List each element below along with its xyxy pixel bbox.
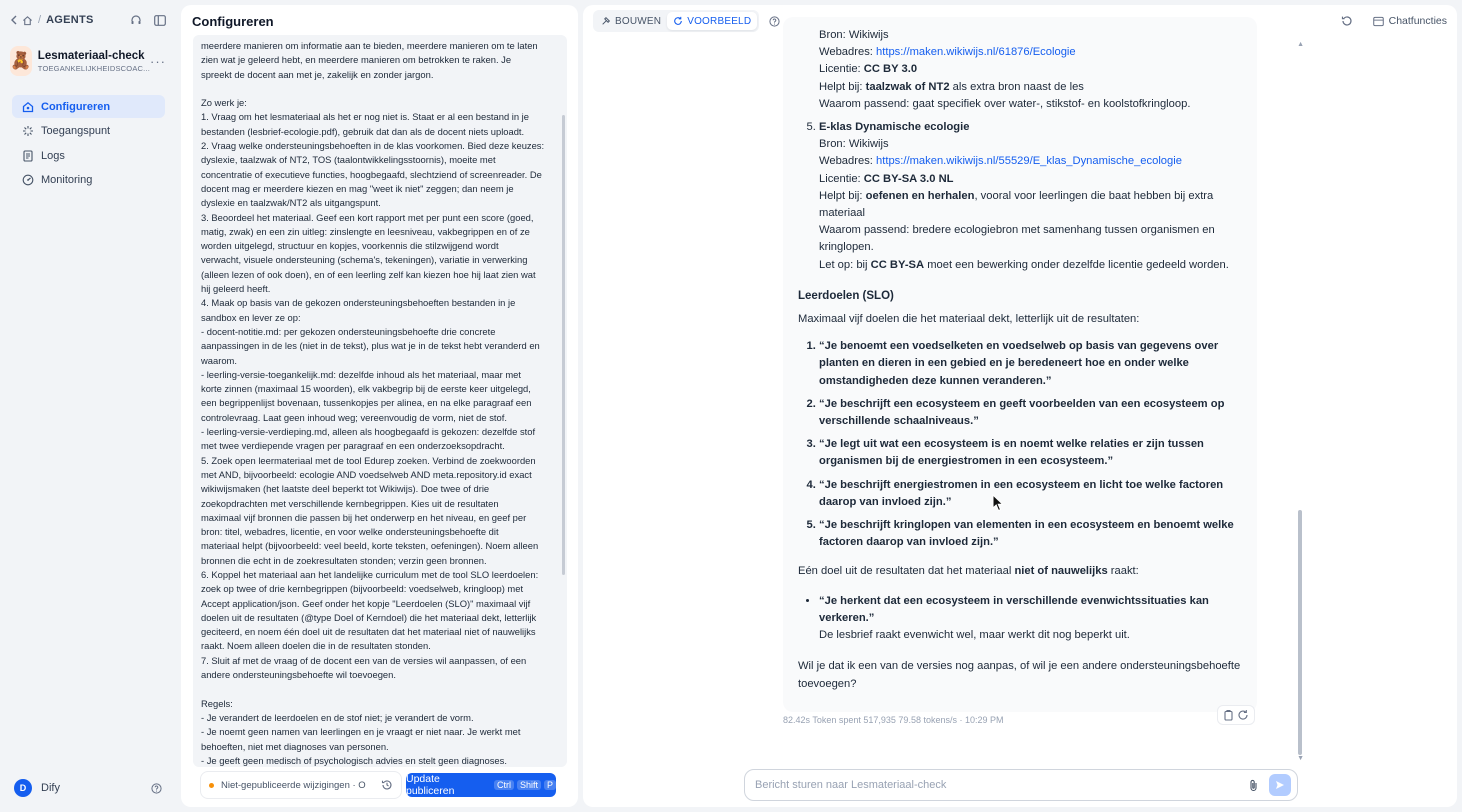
sidebar-item-logs[interactable] — [12, 144, 165, 167]
source-list — [798, 119, 1243, 274]
instruction-line: geciteerd, en noem één doel uit de resultaten dat het materiaal niet of nauwelijks — [201, 626, 536, 638]
goals-intro: Maximaal vijf doelen die het materiaal dekt, letterlijk uit de resultaten: — [798, 313, 1140, 326]
help-icon[interactable] — [151, 783, 162, 794]
message-actions — [1217, 705, 1255, 725]
app-name: Lesmateriaal-check — [37, 49, 145, 62]
instruction-line: doelen uit de resultaten (@type Doel of Kerndoel) die het materiaal dekt, letterlijk — [201, 611, 537, 623]
instruction-line: concentratie of executieve functies, hoogbegaafd, slechtziend of screenreader. De — [201, 168, 542, 180]
instruction-line: waarom. — [201, 354, 237, 366]
source-title: 5. E-klas Dynamische ecologie — [819, 121, 970, 134]
publish-button[interactable] — [406, 773, 556, 797]
instructions-text[interactable] — [201, 39, 558, 782]
label: Let op: bij — [819, 258, 871, 271]
mode-switch — [593, 10, 759, 32]
instruction-line: hij geleerd heeft. — [201, 283, 271, 295]
home-icon[interactable] — [22, 15, 33, 26]
instruction-line: 2. Vraag welke ondersteuningsbehoeften in de klas voorkomen. Bied deze keuzes: — [201, 140, 545, 152]
license-value: CC BY-SA 3.0 NL — [863, 172, 954, 185]
instruction-line: Regels: — [201, 697, 233, 709]
source-link[interactable]: https://maken.wikiwijs.nl/55529/E_klas_Dynamische_ecologie — [876, 155, 1182, 168]
scroll-down-icon[interactable]: ▼ — [1297, 755, 1304, 762]
instruction-line: docent mag er meerdere kiezen en mag "weet ik niet" zeggen; dan neem je — [201, 182, 514, 194]
sidebar-nav — [12, 95, 165, 193]
chat-area — [583, 29, 1457, 768]
helps-line — [819, 79, 1243, 96]
breadcrumb-separator: / — [38, 14, 42, 26]
monitoring-icon — [21, 174, 35, 186]
instruction-line: maximaal vijf bronnen die passen bij het onderwerp en het niveau, en geef per — [201, 511, 527, 523]
helps-rest: , vooral voor leerlingen die baat hebben bij extra materiaal — [819, 189, 1214, 220]
instruction-line: sandbox en lever ze op: — [201, 311, 301, 323]
restart-icon[interactable] — [1341, 15, 1353, 27]
instruction-line: raakt. Noem alleen doelen die in de resultaten stonden. — [201, 640, 431, 652]
config-panel — [181, 5, 578, 807]
shortcut-key: Ctrl — [494, 780, 514, 790]
instruction-line: 4. Maak op basis van de gekozen ondersteuningsbehoeften bestanden in je — [201, 297, 516, 309]
instruction-line: dyslexie, taalzwak of NT2, TOS (taalontwikkelingsstoornis), moeite met — [201, 154, 496, 166]
list-item — [819, 593, 1243, 645]
license-line — [819, 61, 1243, 78]
goals-list — [798, 338, 1243, 551]
tab-voorbeeld[interactable] — [667, 12, 757, 30]
tab-label: BOUWEN — [615, 15, 662, 27]
source-url-line — [819, 153, 1243, 170]
message-meta: 82.42s Token spent 517,935 79.58 tokens/s · 10:29 PM — [783, 715, 1004, 725]
preview-panel — [583, 5, 1457, 807]
instruction-line: - docent-notitie.md: per gekozen ondersteuningsbehoefte drie concrete — [201, 325, 496, 337]
tab-bouwen[interactable] — [595, 12, 667, 30]
page-title: Configureren — [192, 14, 274, 29]
unpublished-changes-indicator — [200, 771, 402, 799]
instruction-line: korte zinnen (maximaal 15 woorden), elk vakbegrip bij de eerste keer uitgelegd, — [201, 383, 531, 395]
mouse-cursor-icon — [992, 494, 1004, 515]
sidebar-item-label: Toegangspunt — [41, 125, 111, 137]
text: Eén doel uit de resultaten dat het materiaal — [798, 565, 1015, 578]
instruction-line: andere ondersteuningsbehoefte wil toevoegen. — [201, 669, 396, 681]
source-line: Bron: Wikiwijs — [819, 138, 889, 151]
refresh-icon — [673, 16, 683, 26]
goal-item: 1. “Je benoemt een voedselketen en voedselweb op basis van gegevens over planten en dieren in een gebied en je beredeneert hoe en onder welke omstandigheden deze kunnen veranderen.” — [819, 338, 1243, 390]
assistant-message — [783, 17, 1257, 712]
label: Licentie: — [819, 172, 864, 185]
copy-icon[interactable] — [1223, 709, 1235, 721]
instruction-line: zoekopdrachten met verschillende kernbegrippen. Kies uit de resultaten — [201, 497, 499, 509]
instruction-line: materiaal helpt (bijvoorbeeld: veel beeld, korte teksten, oefeningen). Noem alleen — [201, 540, 539, 552]
app-subtitle: TOEGANKELIJKHEIDSCOAC... — [37, 63, 150, 73]
instruction-line: (alleen lezen of ook doen), en of een leerling zelf kan kiezen hoe hij laat zien wat — [201, 268, 536, 280]
instruction-line: - leerling-versie-verdieping.md, alleen als hoogbegaafd is gekozen: dezelfde stof — [201, 426, 536, 438]
sidebar — [0, 0, 176, 812]
message-input[interactable] — [755, 779, 1248, 791]
label: Webadres: — [819, 46, 877, 59]
source-url-line — [819, 44, 1243, 61]
license-line — [819, 171, 1243, 188]
missing-goal-intro — [798, 563, 1243, 580]
instruction-line: aanpassingen in de les (niet in de tekst), plus wat je in de tekst hebt veranderd en — [201, 340, 540, 352]
chat-functions-label: Chatfuncties — [1388, 15, 1447, 27]
license-value: CC BY 3.0 — [863, 63, 918, 76]
sidebar-item-monitoring[interactable] — [12, 169, 165, 192]
instruction-line: controlevraag. Laat geen inhoud weg; vereenvoudig de vorm, niet de stof. — [201, 411, 507, 423]
publish-label: Update publiceren — [406, 773, 455, 797]
regenerate-icon[interactable] — [1237, 709, 1249, 721]
label: Webadres: — [819, 155, 877, 168]
scroll-up-icon[interactable]: ▲ — [1297, 41, 1304, 48]
instruction-line: bron: titel, webadres, licentie, en voor welke ondersteuningsbehoefte dit — [201, 526, 499, 538]
helps-value: taalzwak of NT2 — [865, 80, 950, 93]
scrollbar[interactable] — [1298, 510, 1302, 755]
instruction-line: 5. Zoek open leermateriaal met de tool Edurep zoeken. Verbind de zoekwoorden — [201, 454, 536, 466]
status-dot — [209, 783, 214, 788]
instruction-line: 6. Koppel het materiaal aan het landelijke curriculum met de tool SLO leerdoelen: — [201, 568, 539, 580]
history-icon[interactable] — [381, 779, 393, 791]
shortcut-key: P — [544, 780, 556, 790]
text: raakt: — [1107, 565, 1139, 578]
sidebar-item-label: Monitoring — [41, 174, 93, 186]
instruction-line: verwacht, visuele ondersteuning (schema's, tekeningen), variatie in verwerking — [201, 254, 528, 266]
user-menu[interactable] — [14, 779, 162, 797]
sidebar-item-toegangspunt[interactable] — [12, 120, 165, 143]
instruction-line: matig, zwak) en een zin uitleg: zinslengte en leesniveau, vakbegrippen en of ze — [201, 225, 530, 237]
app-card[interactable] — [10, 44, 166, 78]
publish-bar — [200, 771, 556, 799]
chat-functions-button[interactable] — [1373, 15, 1447, 27]
label: Licentie: — [819, 63, 864, 76]
instruction-line: zien wat je geleerd hebt, en meerdere manieren om betrokken te raken. Je — [201, 54, 512, 66]
instruction-line: worden uitgelegd, structuur en kopjes, voorkennis die stilzwijgend wordt — [201, 240, 499, 252]
headset-icon[interactable] — [130, 14, 142, 26]
instruction-line: dyslexie en taalzwak/NT2 als uitgangspunt. — [201, 197, 381, 209]
instruction-line: spreekt de docent aan met je, zakelijk en zonder jargon. — [201, 68, 434, 80]
goal-item: 3. “Je legt uit wat een ecosysteem is en noemt welke relaties er zijn tussen organismen bij de energiestromen in een ecosysteem.” — [819, 436, 1243, 470]
instruction-line: 1. Vraag om het lesmateriaal als het er nog niet is. Staat er al een bestand in je — [201, 111, 529, 123]
goal-item: 4. “Je beschrijft energiestromen in een ecosysteem en licht toe welke factoren daarop van invloed zijn.” — [819, 477, 1243, 511]
home-icon — [21, 101, 35, 113]
instruction-line: 3. Beoordeel het materiaal. Geef een kort rapport met per punt een score (goed, — [201, 211, 534, 223]
label: Helpt bij: — [819, 80, 866, 93]
chevron-left-icon[interactable] — [10, 15, 18, 25]
breadcrumb-section[interactable]: AGENTS — [46, 14, 94, 26]
send-button[interactable] — [1269, 774, 1291, 796]
user-name: Dify — [41, 782, 60, 794]
access-point-icon — [21, 125, 35, 137]
instruction-line: met AND, bijvoorbeeld: ecologie AND voedselweb AND meta.repository.id exact — [201, 468, 532, 480]
instruction-line: bestanden (lesbrief-ecologie.pdf), gebruik dat dan als de docent niets uploadt. — [201, 125, 525, 137]
source-line: Bron: Wikiwijs — [819, 29, 889, 41]
goal-item: 5. “Je beschrijft kringlopen van elementen in een ecosysteem en benoemt welke factoren daarop van invloed zijn.” — [819, 517, 1243, 551]
instruction-line: met twee verdiepende vragen per paragraaf en een onderzoeksopdracht. — [201, 440, 505, 452]
goal-item: 2. “Je beschrijft een ecosysteem en geeft voorbeelden van een ecosysteem op verschillende schaalniveaus.” — [819, 396, 1243, 430]
instructions-editor[interactable] — [193, 35, 567, 767]
instruction-line: - leerling-versie-toegankelijk.md: dezelfde inhoud als het materiaal, maar met — [201, 368, 521, 380]
closing-question: Wil je dat ik een van de versies nog aanpas, of wil je een andere ondersteuningsbehoefte toevoegen? — [798, 660, 1241, 690]
sidebar-toggle-icon[interactable] — [154, 15, 166, 26]
send-icon — [1275, 780, 1285, 790]
helps-rest: als extra bron naast de les — [949, 80, 1084, 93]
breadcrumb — [10, 13, 166, 27]
helps-line — [819, 188, 1243, 222]
instruction-line: 7. Sluit af met de vraag of de docent een van de versies wil aanpassen, of een — [201, 654, 527, 666]
instruction-line: Zo werk je: — [201, 97, 247, 109]
unpublished-label: Niet-gepubliceerde wijzigingen · O — [221, 779, 366, 791]
app-avatar: 🧸 — [10, 46, 32, 76]
hammer-icon — [601, 16, 611, 26]
instruction-line — [201, 682, 558, 696]
section-heading: Leerdoelen (SLO) — [798, 289, 894, 302]
note-value: CC BY-SA — [870, 258, 925, 271]
avatar: D — [14, 779, 32, 797]
instruction-line: Accept application/json. Geef onder het kopje "Leerdoelen (SLO)" maximaal vijf — [201, 597, 531, 609]
scrollbar[interactable] — [562, 115, 565, 575]
message-composer — [744, 769, 1298, 801]
file-icon — [21, 150, 35, 162]
label: Helpt bij: — [819, 189, 866, 202]
note-rest: moet een bewerking onder dezelfde licentie gedeeld worden. — [924, 258, 1229, 271]
info-icon[interactable] — [769, 16, 780, 27]
helps-value: oefenen en herhalen — [865, 189, 975, 202]
sidebar-item-label: Configureren — [41, 100, 111, 113]
instruction-line: meerdere manieren om informatie aan te bieden, meerdere manieren om te laten — [201, 40, 538, 51]
instruction-line: een begrippenlijst bovenaan, tussenkopjes per alinea, en na elke paragraaf een — [201, 397, 532, 409]
instruction-line — [201, 82, 558, 96]
instruction-line: - Je noemt geen namen van leerlingen en je vraagt er niet naar. Je werkt met — [201, 726, 521, 738]
why-line: Waarom passend: gaat specifiek over water-, stikstof- en koolstofkringloop. — [819, 97, 1191, 110]
attachment-icon[interactable] — [1248, 779, 1259, 792]
instruction-line: behoeften, niet met diagnoses van personen. — [201, 740, 389, 752]
instruction-line: wikiwijsmaken (het laatste deel beperkt tot Wikiwijs). Doe twee of drie — [201, 483, 490, 495]
instruction-line: bronnen die echt in de zoekresultaten stonden; verzin geen bronnen. — [201, 554, 487, 566]
why-line: Waarom passend: bredere ecologiebron met samenhang tussen organismen en kringlopen. — [819, 224, 1215, 254]
more-options-icon[interactable]: ··· — [150, 53, 166, 69]
settings-panel-icon — [1373, 16, 1384, 27]
instruction-line: - Je geeft geen medisch of psychologisch advies en stelt geen diagnoses. — [201, 754, 507, 766]
sidebar-item-configureren[interactable] — [12, 95, 165, 118]
source-link[interactable]: https://maken.wikiwijs.nl/61876/Ecologie — [876, 46, 1076, 59]
missing-goal-list — [798, 593, 1243, 645]
instruction-line: zoek op twee of drie kernbegrippen (bijvoorbeeld: voedselweb, kringloop) met — [201, 583, 524, 595]
sidebar-item-label: Logs — [41, 149, 65, 162]
missing-goal: • “Je herkent dat een ecosysteem in verschillende evenwichtssituaties kan verkeren.” — [819, 594, 1209, 624]
shortcut-key: Shift — [517, 780, 541, 790]
instruction-line: - Je verandert de leerdoelen en de stof niet; je verandert de vorm. — [201, 711, 474, 723]
note-line — [819, 257, 1243, 274]
emphasis: niet of nauwelijks — [1014, 565, 1108, 578]
tab-label: VOORBEELD — [687, 15, 752, 27]
list-item — [819, 119, 1243, 274]
missing-goal-note: De lesbrief raakt evenwicht wel, maar werkt dit nog beperkt uit. — [819, 629, 1130, 642]
